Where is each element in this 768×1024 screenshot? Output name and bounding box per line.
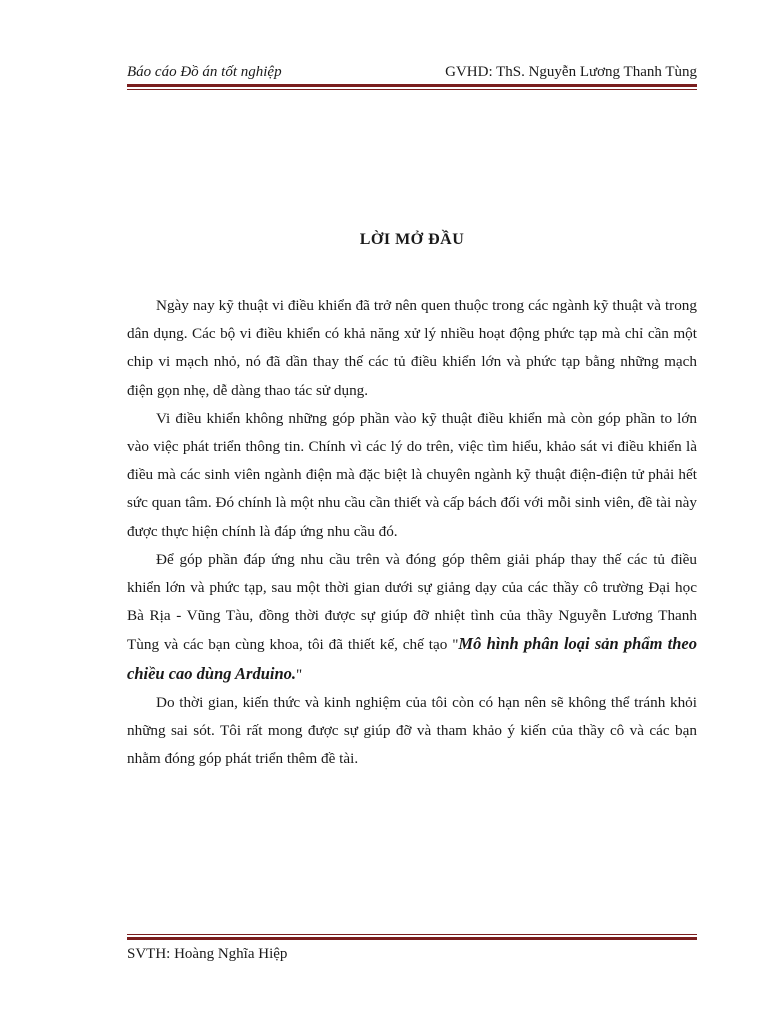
- page-header: [127, 60, 697, 84]
- paragraph-2: Vi điều khiển không những góp phần vào kỹ thuật điều khiển mà còn góp phần to lớn vào việc phát triển thông tin. Chính vì các lý do trên, việc tìm hiểu, khảo sát vi điều khiển là điều mà các sinh viên ngành điện mà đặc biệt là chuyên ngành kỹ thuật điện-điện tử phải hết sức quan tâm. Đó chính là một nhu cầu cần thiết và cấp bách đối với mỗi sinh viên, đề tài này được thực hiện chính là đáp ứng nhu cầu đó.: [127, 409, 697, 540]
- footer-rule-thin: [127, 934, 697, 935]
- paragraph-3-text: Để góp phần đáp ứng nhu cầu trên và đóng góp thêm giải pháp thay thế các tủ điều khiển lớn và phức tạp, sau một thời gian dưới sự giảng dạy của các thầy cô trường Đại học Bà Rịa - Vũng Tàu, đồng thời được sự giúp đỡ nhiệt tình của thầy Nguyễn Lương Thanh Tùng và các bạn cùng khoa, tôi đã thiết kế, chế tạo ": [127, 550, 697, 654]
- footer-rule-thick: [127, 937, 697, 940]
- preface-body: [127, 292, 697, 773]
- report-title: Báo cáo Đồ án tốt nghiệp: [127, 64, 282, 80]
- closing-quote: ": [296, 665, 303, 683]
- paragraph-4: Do thời gian, kiến thức và kinh nghiệm của tôi còn có hạn nên sẽ không thể tránh khỏi những sai sót. Tôi rất mong được sự giúp đỡ và tham khảo ý kiến của thầy cô và các bạn nhằm đóng góp phát triển thêm đề tài.: [127, 693, 697, 768]
- header-rule-thin: [127, 89, 697, 90]
- project-title: Mô hình phân loại sản phẩm theo chiều cao dùng Arduino.: [127, 634, 697, 683]
- paragraph-3: [127, 546, 697, 689]
- page-title: LỜI MỞ ĐẦU: [359, 231, 465, 248]
- student-name: SVTH: Hoàng Nghĩa Hiệp: [127, 946, 288, 962]
- advisor-name: GVHD: ThS. Nguyễn Lương Thanh Tùng: [445, 64, 697, 80]
- header-rule-thick: [127, 84, 697, 87]
- paragraph-1: Ngày nay kỹ thuật vi điều khiển đã trở nên quen thuộc trong các ngành kỹ thuật và trong dân dụng. Các bộ vi điều khiển có khả năng xử lý nhiều hoạt động phức tạp mà chỉ cần một chip vi mạch nhỏ, nó đã dần thay thế các tủ điều khiển lớn và phức tạp bằng những mạch điện gọn nhẹ, dễ dàng thao tác sử dụng.: [127, 297, 697, 399]
